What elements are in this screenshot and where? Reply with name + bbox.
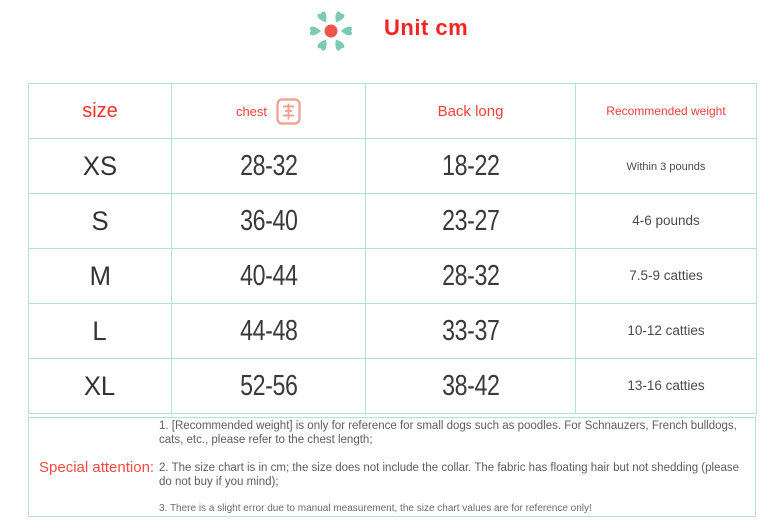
- chest-cell: 52-56: [172, 359, 366, 414]
- chest-cell: 44-48: [172, 304, 366, 359]
- chest-cell: 28-32: [172, 139, 366, 194]
- table-header-row: [29, 84, 757, 139]
- size-cell: M: [29, 249, 172, 304]
- back-long-cell: 38-42: [366, 359, 576, 414]
- size-cell: S: [29, 194, 172, 249]
- back-long-cell: 28-32: [366, 249, 576, 304]
- header-chest-cell: [172, 84, 366, 139]
- table-row: [29, 194, 757, 249]
- unit-title: Unit cm: [384, 15, 469, 40]
- weight-cell: Within 3 pounds: [576, 139, 757, 194]
- special-attention-label: Special attention:: [39, 458, 155, 476]
- weight-cell: 13-16 catties: [576, 359, 757, 414]
- size-cell: L: [29, 304, 172, 359]
- header-weight-cell: Recommended weight: [576, 84, 757, 139]
- back-long-cell: 33-37: [366, 304, 576, 359]
- weight-cell: 4-6 pounds: [576, 194, 757, 249]
- size-cell: XL: [29, 359, 172, 414]
- note-item: 1. [Recommended weight] is only for reference for small dogs such as poodles. For Schnauzers, French bulldogs, cats, etc., please refer to the chest length;: [159, 420, 737, 447]
- chest-cell: 40-44: [172, 249, 366, 304]
- special-attention-box: [28, 417, 756, 517]
- header-size-cell: [29, 84, 172, 139]
- table-row: [29, 359, 757, 414]
- note-item: 3. There is a slight error due to manual measurement, the size chart values are for reference only!: [159, 502, 592, 514]
- chest-cell: 36-40: [172, 194, 366, 249]
- back-long-cell: 23-27: [366, 194, 576, 249]
- header-size-label: size: [82, 99, 118, 122]
- weight-cell: 7.5-9 catties: [576, 249, 757, 304]
- back-long-cell: 18-22: [366, 139, 576, 194]
- table-row: [29, 249, 757, 304]
- size-cell: XS: [29, 139, 172, 194]
- chest-girth-stamp-icon: [276, 98, 301, 125]
- header-chest-label: chest: [235, 103, 268, 119]
- table-row: [29, 139, 757, 194]
- table-row: [29, 304, 757, 359]
- note-item: 2. The size chart is in cm; the size does not include the collar. The fabric has floating hair but not shedding (please do not buy if you mind);: [159, 461, 740, 489]
- flower-icon: [305, 5, 357, 57]
- notes-list: [159, 418, 755, 516]
- size-table: [28, 83, 757, 414]
- weight-cell: 10-12 catties: [576, 304, 757, 359]
- header-back-long-cell: Back long: [366, 84, 576, 139]
